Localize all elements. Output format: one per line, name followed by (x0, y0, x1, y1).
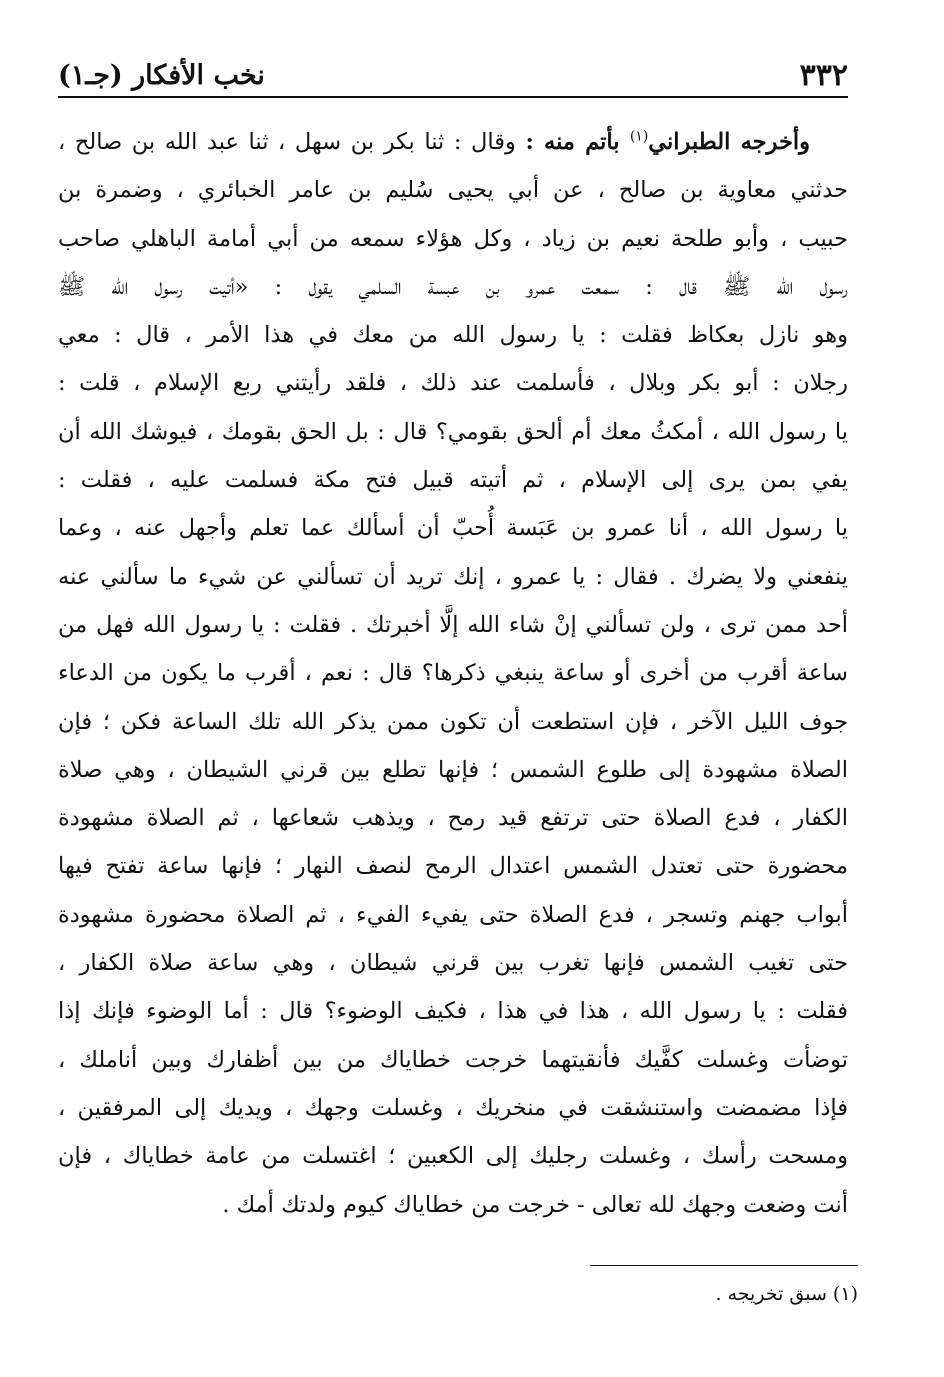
text-line: يا رسول الله ، أمكثُ معك أم ألحق بقومي؟ قال : بل الحق بقومك ، فيوشك الله أن (58, 418, 848, 445)
text-line: الكفار ، فدع الصلاة حتى ترتفع قيد رمح ، ويذهب شعاعها ، ثم الصلاة مشهودة (58, 805, 848, 832)
first-line-rest: وقال : ثنا بكر بن سهل ، ثنا عبد الله بن صالح ، (58, 129, 526, 155)
page-number: ٣٣٢ (799, 58, 848, 93)
text-line: أحد ممن ترى ، ولن تسألني إنْ شاء الله إلَّا أخبرتك . فقلت : يا رسول الله فهل من (58, 611, 848, 638)
text-line-last: أنت وضعت وجهك لله تعالى - خرجت من خطاياك كيوم ولدتك أمك . (222, 1191, 848, 1218)
text-line: الصلاة مشهودة إلى طلوع الشمس ؛ فإنها تطلع بين قرني الشيطان ، وهي صلاة (58, 756, 848, 783)
running-title: نخب الأفكار (جـ١) (58, 60, 265, 91)
text-line: محضورة حتى تعتدل الشمس اعتدال الرمح لنصف النهار ؛ فإنها ساعة تفتح فيها (58, 853, 848, 880)
text-line: حتى تغيب الشمس فإنها تغرب بين قرني شيطان ، وهي ساعة صلاة الكفار ، (58, 950, 848, 977)
text-line: يا رسول الله ، أنا عمرو بن عَبَسة أُحبّ أن أسألك عما تعلم وأجهل عنه ، وعما (58, 515, 848, 542)
text-line: يفي بمن يرى إلى الإسلام ، ثم أتيته قبيل فتح مكة فسلمت عليه ، فقلت : (58, 467, 848, 494)
text-line: توضأت وغسلت كفَّيك فأنقيتهما خرجت خطاياك من بين أظفارك وبين أناملك ، (58, 1046, 848, 1073)
text-line: وهو نازل بعكاظ فقلت : يا رسول الله من معك في هذا الأمر ، قال : معي (58, 322, 848, 349)
footnote-marker: (١) (629, 128, 649, 145)
text-line: فإذا مضمضت واستنشقت في منخريك ، وغسلت وجهك ، ويديك إلى المرفقين ، (58, 1094, 848, 1121)
footnote: (١) سبق تخريجه . (715, 1283, 858, 1305)
text-line: رجلان : أبو بكر وبلال ، فأسلمت عند ذلك ، فلقد رأيتني ربع الإسلام ، قلت : (58, 370, 848, 397)
text-line: حبيب ، وأبو طلحة نعيم بن زياد ، وكل هؤلاء سمعه من أبي أمامة الباهلي صاحب (58, 225, 848, 252)
text-line: جوف الليل الآخر ، فإن استطعت أن تكون ممن يذكر الله تلك الساعة فكن ؛ فإن (58, 708, 848, 735)
bold-tail: بأتم منه : (525, 129, 630, 155)
footnote-divider (590, 1265, 858, 1266)
header-divider (58, 96, 848, 98)
text-line: أبواب جهنم وتسجر ، فدع الصلاة حتى يفيء الفيء ، ثم الصلاة محضورة مشهودة (58, 901, 848, 928)
bold-intro: وأخرجه الطبراني (648, 129, 810, 155)
text-line (58, 118, 848, 166)
text-line: حدثني معاوية بن صالح ، عن أبي يحيى سُليم بن عامر الخبائري ، وضمرة بن (58, 177, 848, 204)
main-text (58, 118, 848, 1229)
text-line: ينفعني ولا يضرك . فقال : يا عمرو ، إنك تريد أن تسألني عن شيء ما سألني عنه (58, 563, 848, 590)
text-line: فقلت : يا رسول الله ، هذا في هذا ، فكيف الوضوء؟ قال : أما الوضوء فإنك إذا (58, 998, 848, 1025)
page-header (58, 58, 848, 98)
text-line: رسول الله ﷺ قال : سمعت عمرو بن عبسة السلمي يقول : «أتيت رسول الله ﷺ (58, 273, 848, 300)
text-line: ومسحت رأسك ، وغسلت رجليك إلى الكعبين ؛ اغتسلت من عامة خطاياك ، فإن (58, 1143, 848, 1170)
text-line: ساعة أقرب من أخرى أو ساعة ينبغي ذكرها؟ قال : نعم ، أقرب ما يكون من الدعاء (58, 660, 848, 687)
